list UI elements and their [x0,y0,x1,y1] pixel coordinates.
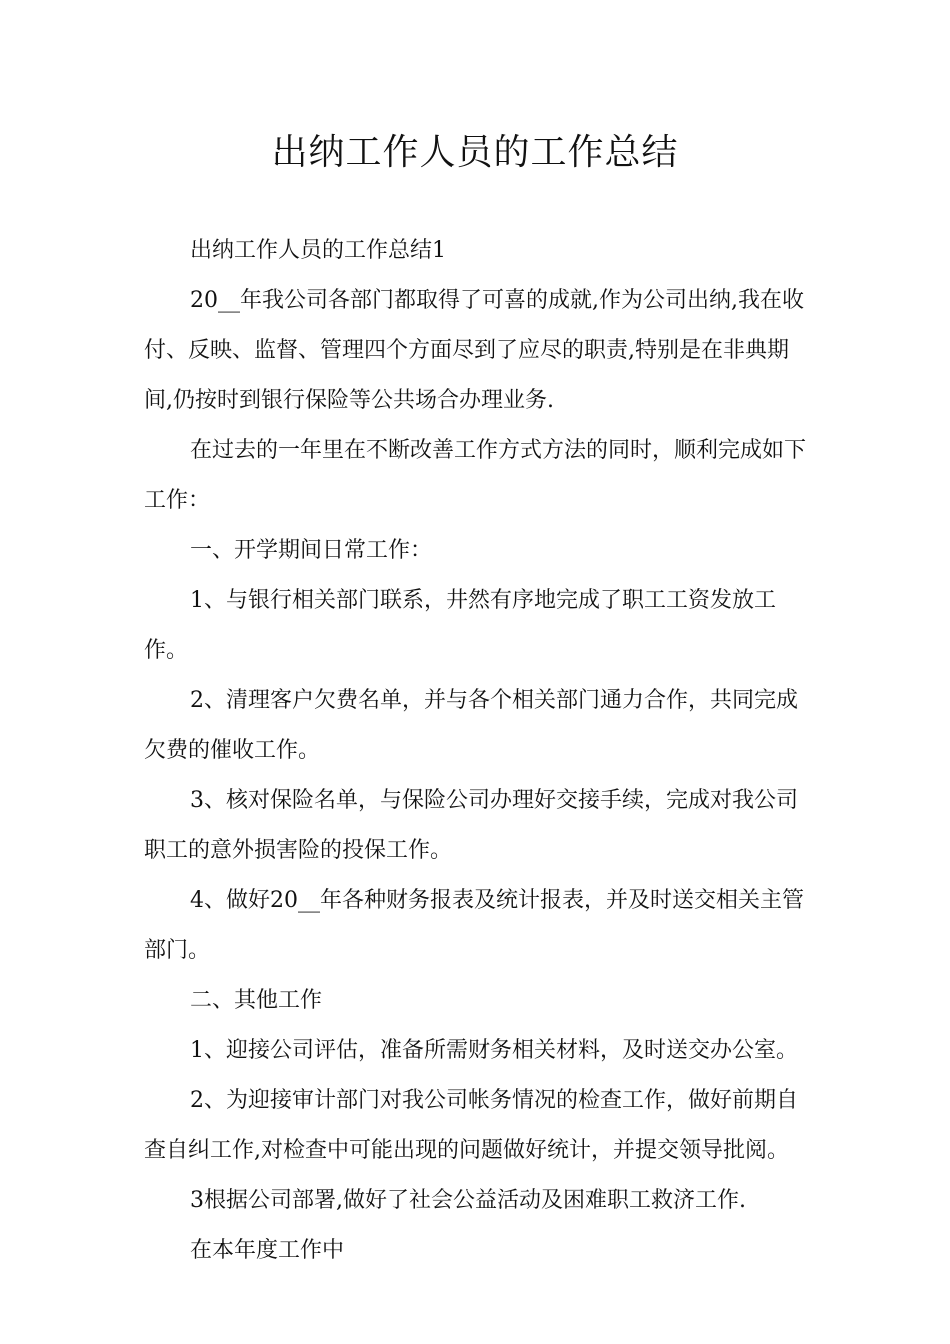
paragraph-section-heading: 出纳工作人员的工作总结1 [190,238,446,263]
paragraph-overview: 在过去的一年里在不断改善工作方式方法的同时，顺利完成如下工作： [144,438,807,513]
list-item-other-1: 1、迎接公司评估，准备所需财务相关材料，及时送交办公室。 [190,1038,798,1063]
list-item-daily-3: 3、核对保险名单，与保险公司办理好交接手续，完成对我公司职工的意外损害险的投保工作。 [144,788,798,863]
list-item-daily-1: 1、与银行相关部门联系，井然有序地完成了职工工资发放工作。 [144,588,776,663]
paragraph-intro: 20__年我公司各部门都取得了可喜的成就,作为公司出纳,我在收付、反映、监督、管理四个方面尽到了应尽的职责,特别是在非典期间,仍按时到银行保险等公共场合办理业务. [144,288,804,413]
heading-daily-work: 一、开学期间日常工作： [190,538,433,563]
document-title: 出纳工作人员的工作总结 [271,132,679,173]
document-body [144,226,810,1276]
paragraph-closing: 在本年度工作中 [190,1238,345,1263]
heading-other-work: 二、其他工作 [190,988,323,1013]
list-item-daily-4: 4、做好20__年各种财务报表及统计报表，并及时送交相关主管部门。 [144,888,804,963]
list-item-other-3: 3根据公司部署,做好了社会公益活动及困难职工救济工作. [190,1188,746,1213]
list-item-daily-2: 2、清理客户欠费名单，并与各个相关部门通力合作，共同完成欠费的催收工作。 [144,688,798,763]
list-item-other-2: 2、为迎接审计部门对我公司帐务情况的检查工作，做好前期自查自纠工作,对检查中可能出现的问题做好统计，并提交领导批阅。 [144,1088,798,1163]
